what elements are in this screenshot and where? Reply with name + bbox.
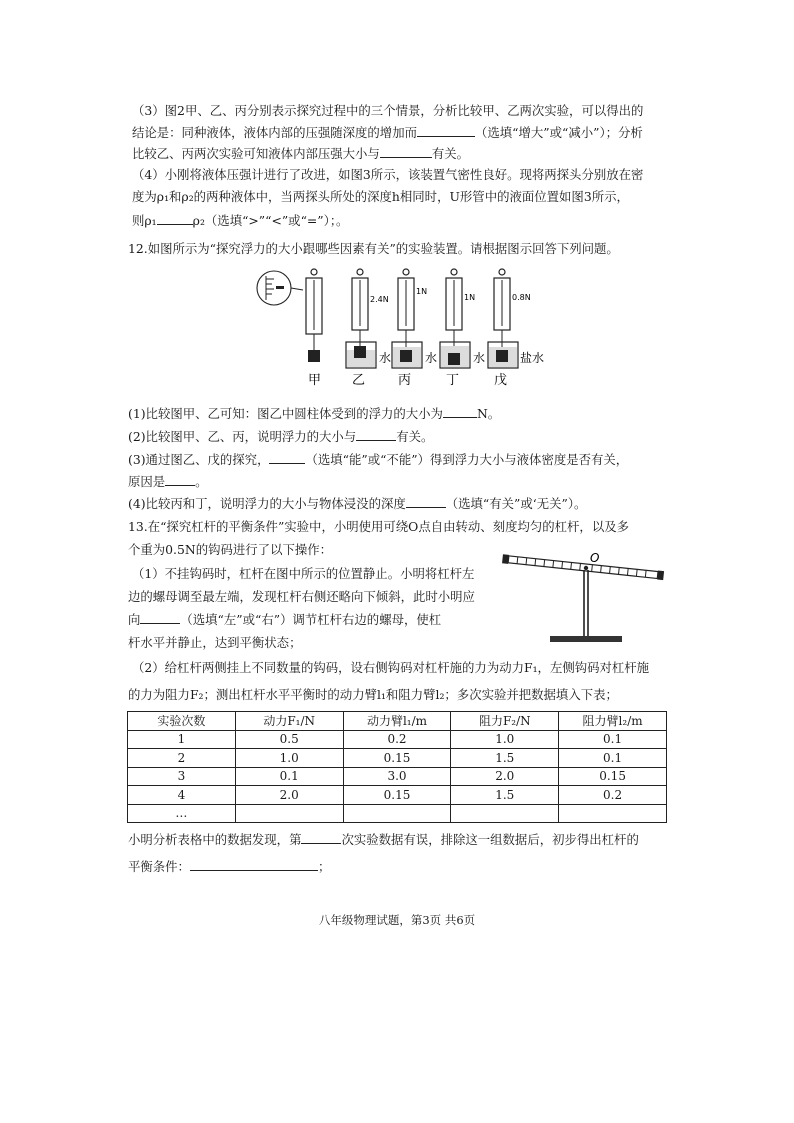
q12-sub1: (1)比较图甲、乙可知：图乙中圆柱体受到的浮力的大小为 N。: [128, 406, 501, 421]
q12-stem: 12.如图所示为“探究浮力的大小跟哪些因素有关”的实验装置。请根据图示回答下列问题。: [128, 241, 619, 256]
table-cell: 1.5: [451, 786, 559, 805]
q13-part1-line4: 杆水平并静止，达到平衡状态；: [128, 635, 302, 650]
table-cell: 1.0: [235, 749, 343, 768]
lever-data-table: [127, 711, 667, 823]
answer-blank[interactable]: [157, 212, 193, 225]
table-header-row: [128, 712, 667, 731]
liquid-label-water: 水: [425, 351, 438, 365]
answer-blank[interactable]: [443, 405, 477, 418]
figure-label-ding: 丁: [446, 373, 460, 388]
q11-part4-line3: 则ρ₁ ρ₂（选填“>”“<”或“=”）；。: [132, 213, 349, 228]
table-cell: 3: [128, 767, 236, 786]
table-cell: 0.5: [235, 730, 343, 749]
table-cell: 4: [128, 786, 236, 805]
q12-sub3-reason: 原因是 。: [128, 474, 208, 489]
reading-ding: 1N: [464, 293, 476, 302]
table-cell: 2.0: [235, 786, 343, 805]
q12-sub2: (2)比较图甲、乙、丙，说明浮力的大小与 有关。: [128, 429, 434, 444]
table-cell: 0.1: [235, 767, 343, 786]
liquid-label-water: 水: [473, 351, 486, 365]
answer-blank[interactable]: [301, 831, 341, 844]
table-cell: 1: [128, 730, 236, 749]
reading-wu: 0.8N: [512, 293, 531, 302]
liquid-label-water: 水: [379, 351, 392, 365]
answer-blank[interactable]: [165, 473, 195, 486]
q11-part4-line2: 度为ρ₁和ρ₂的两种液体中，当两探头所处的深度h相同时，U形管中的液面位置如图3所示，: [132, 189, 629, 204]
q11-part3-line2: 结论是：同种液体，液体内部的压强随深度的增加而 （选填“增大”或“减小”）；分析: [132, 125, 643, 140]
table-header-cell: 动力臂l₁/m: [343, 712, 451, 731]
q13-part1-line2: 边的螺母调至最左端，发现杠杆右侧还略向下倾斜，此时小明应: [128, 589, 475, 604]
answer-blank[interactable]: [356, 428, 396, 441]
q13-part2-line2: 的力为阻力F₂；测出杠杆水平平衡时的动力臂l₁和阻力臂l₂；多次实验并把数据填入下表；: [128, 687, 618, 702]
liquid-label-brine: 盐水: [520, 351, 545, 365]
table-row: [128, 767, 667, 786]
buoyancy-experiment-figure: [248, 264, 548, 396]
table-cell: [451, 804, 559, 823]
q12-sub3: (3)通过图乙、戊的探究， （选填“能”或“不能”）得到浮力大小与液体密度是否有关，: [128, 452, 629, 467]
table-header-cell: 阻力F₂/N: [451, 712, 559, 731]
q12-sub4: (4)比较丙和丁，说明浮力的大小与物体浸没的深度 （选填“有关”或‘无关”）。: [128, 496, 587, 511]
figure-label-yi: 乙: [352, 373, 366, 388]
table-row: [128, 804, 667, 823]
table-cell: 0.2: [559, 786, 667, 805]
table-cell: [343, 804, 451, 823]
q13-conclusion-line1: 小明分析表格中的数据发现，第 次实验数据有误，排除这一组数据后，初步得出杠杆的: [128, 832, 639, 847]
reading-yi: 2.4N: [370, 295, 389, 304]
q13-stem-line1: 13.在“探究杠杆的平衡条件”实验中，小明使用可绕O点自由转动、刻度均匀的杠杆，以及多: [128, 519, 629, 534]
figure-label-jia: 甲: [308, 373, 322, 388]
table-cell: [235, 804, 343, 823]
pivot-point: [584, 566, 588, 570]
table-cell: 0.1: [559, 749, 667, 768]
q13-part1-line3: 向 （选填“左”或“右”）调节杠杆右边的螺母，使杠: [128, 612, 442, 627]
table-cell: 0.15: [559, 767, 667, 786]
answer-blank[interactable]: [190, 858, 318, 871]
table-row: [128, 730, 667, 749]
table-cell: 1.5: [451, 749, 559, 768]
table-cell: …: [128, 804, 236, 823]
table-cell: 0.1: [559, 730, 667, 749]
q11-part3-line1: （3）图2甲、乙、丙分别表示探究过程中的三个情景，分析比较甲、乙两次实验，可以得出的: [132, 103, 644, 118]
answer-blank[interactable]: [380, 145, 432, 158]
table-cell: 3.0: [343, 767, 451, 786]
q13-conclusion-line2: 平衡条件： ；: [128, 859, 331, 874]
table-cell: 0.2: [343, 730, 451, 749]
q13-part2-line1: （2）给杠杆两侧挂上不同数量的钩码，设右侧钩码对杠杆施的力为动力F₁，左侧钩码对杠杆施: [132, 660, 650, 675]
table-cell: 2: [128, 749, 236, 768]
answer-blank[interactable]: [140, 611, 180, 624]
table-cell: 2.0: [451, 767, 559, 786]
answer-blank[interactable]: [406, 495, 446, 508]
table-row: [128, 786, 667, 805]
table-cell: 0.15: [343, 749, 451, 768]
reading-bing: 1N: [416, 287, 428, 296]
answer-blank[interactable]: [417, 124, 475, 137]
table-header-cell: 动力F₁/N: [235, 712, 343, 731]
table-cell: 0.15: [343, 786, 451, 805]
figure-label-wu: 戊: [494, 373, 508, 388]
lever-figure: [500, 550, 670, 646]
answer-blank[interactable]: [269, 451, 305, 464]
table-cell: [559, 804, 667, 823]
q11-part3-line3: 比较乙、丙两次实验可知液体内部压强大小与 有关。: [132, 146, 469, 161]
q11-part4-line1: （4）小刚将液体压强计进行了改进，如图3所示，该装置气密性良好。现将两探头分别放在密: [132, 167, 644, 182]
page-footer: 八年级物理试题，第3页 共6页: [318, 913, 476, 927]
table-header-cell: 实验次数: [128, 712, 236, 731]
pivot-label: O: [590, 551, 600, 565]
q13-stem-line2: 个重为0.5N的钩码进行了以下操作：: [128, 542, 333, 557]
figure-label-bing: 丙: [398, 373, 412, 388]
table-row: [128, 749, 667, 768]
table-cell: 1.0: [451, 730, 559, 749]
table-header-cell: 阻力臂l₂/m: [559, 712, 667, 731]
q13-part1-line1: （1）不挂钩码时，杠杆在图中所示的位置静止。小明将杠杆左: [132, 566, 475, 581]
